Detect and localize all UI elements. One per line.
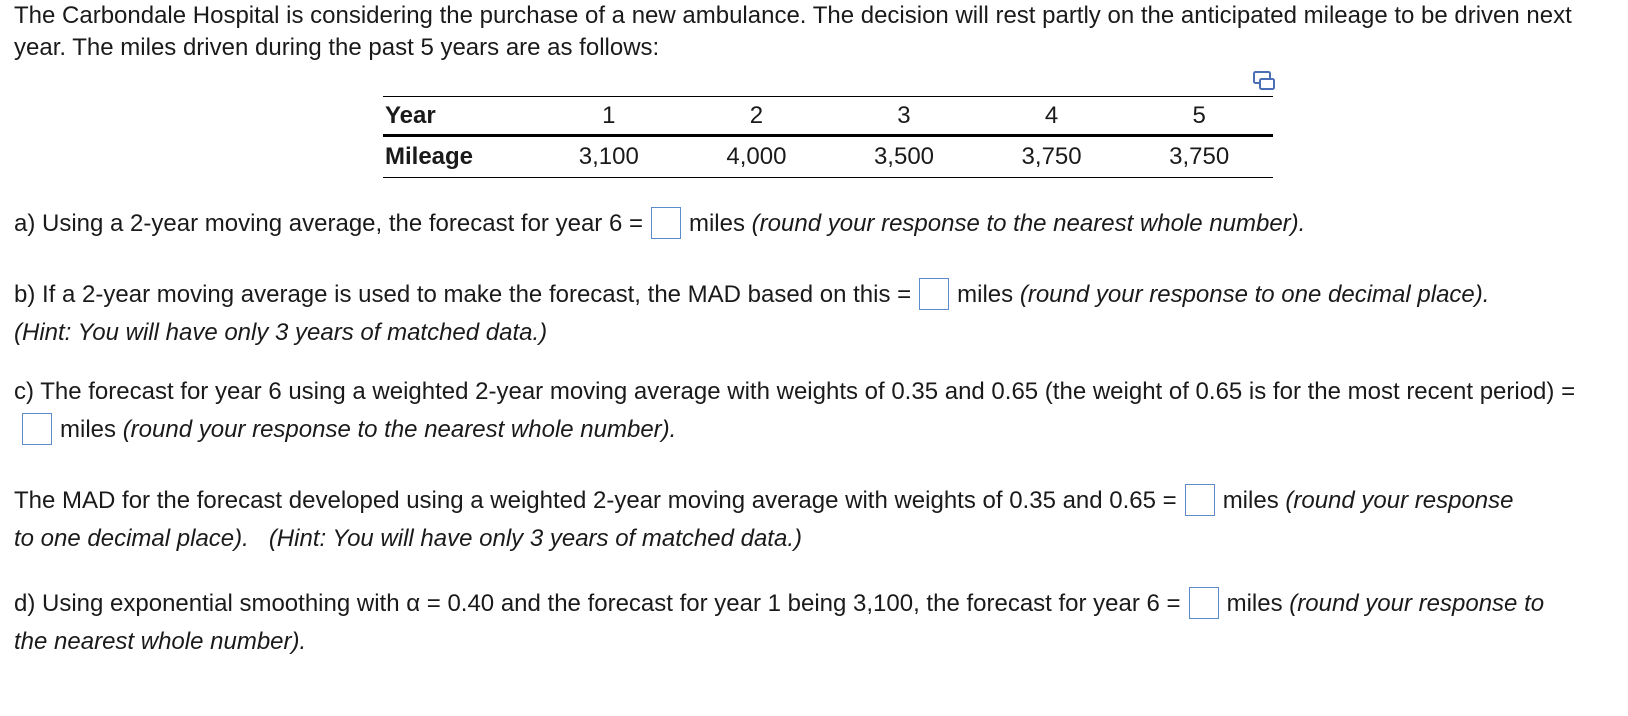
answer-a-box[interactable] bbox=[651, 207, 681, 239]
question-b bbox=[14, 276, 1624, 352]
row-label-mileage: Mileage bbox=[383, 136, 535, 178]
question-b-hint: (Hint: You will have only 3 years of matched data.) bbox=[14, 319, 548, 346]
question-b-text: b) If a 2-year moving average is used to make the forecast, the MAD based on this = bbox=[14, 281, 912, 308]
mileage-table bbox=[383, 96, 1273, 178]
table-row-year bbox=[383, 97, 1273, 136]
question-c-mad-note: (round your response to one decimal place). bbox=[14, 487, 1514, 552]
answer-c-mad-input[interactable] bbox=[1186, 490, 1214, 520]
answer-b-input[interactable] bbox=[920, 284, 948, 314]
answer-c-input[interactable] bbox=[23, 419, 51, 449]
question-c-unit: miles bbox=[60, 416, 117, 443]
question-c-mad-hint: (Hint: You will have only 3 years of matched data.) bbox=[268, 525, 802, 552]
mileage-cell: 4,000 bbox=[683, 136, 831, 178]
answer-c-mad-box[interactable] bbox=[1185, 484, 1215, 516]
year-cell: 1 bbox=[535, 97, 683, 136]
question-b-unit: miles bbox=[957, 281, 1014, 308]
question-c-mad-text: The MAD for the forecast developed using a weighted 2-year moving average with weights of 0.35 and 0.65 = bbox=[14, 487, 1177, 514]
question-b-note: (round your response to one decimal place). bbox=[1019, 281, 1490, 308]
question-c-note: (round your response to the nearest whole number). bbox=[122, 416, 677, 443]
copy-table-icon[interactable] bbox=[1252, 70, 1276, 92]
answer-b-box[interactable] bbox=[919, 278, 949, 310]
question-c bbox=[14, 373, 1604, 449]
answer-d-input[interactable] bbox=[1190, 593, 1218, 623]
question-a-note: (round your response to the nearest whole number). bbox=[751, 210, 1306, 237]
mileage-table-wrap bbox=[383, 96, 1273, 178]
year-cell: 5 bbox=[1125, 97, 1273, 136]
question-a bbox=[14, 205, 1624, 243]
question-c-mad-unit: miles bbox=[1222, 487, 1279, 514]
question-c-mad bbox=[14, 482, 1539, 558]
year-cell: 4 bbox=[978, 97, 1126, 136]
answer-c-box[interactable] bbox=[22, 413, 52, 445]
question-d-note: (round your response to the nearest whole number). bbox=[14, 590, 1545, 655]
row-label-year: Year bbox=[383, 97, 535, 136]
mileage-cell: 3,750 bbox=[978, 136, 1126, 178]
question-d-text: d) Using exponential smoothing with α = 0.40 and the forecast for year 1 being 3,100, the forecast for year 6 = bbox=[14, 590, 1181, 617]
question-d-unit: miles bbox=[1226, 590, 1283, 617]
answer-d-box[interactable] bbox=[1189, 587, 1219, 619]
mileage-cell: 3,750 bbox=[1125, 136, 1273, 178]
question-c-text: c) The forecast for year 6 using a weighted 2-year moving average with weights of 0.35 and 0.65 (the weight of 0.65 is for the most recent period) = bbox=[14, 378, 1576, 405]
question-a-unit: miles bbox=[688, 210, 745, 237]
year-cell: 3 bbox=[830, 97, 978, 136]
answer-a-input[interactable] bbox=[652, 213, 680, 243]
mileage-cell: 3,500 bbox=[830, 136, 978, 178]
question-d bbox=[14, 585, 1549, 661]
question-a-text: a) Using a 2-year moving average, the forecast for year 6 = bbox=[14, 210, 643, 237]
problem-intro: The Carbondale Hospital is considering the purchase of a new ambulance. The decision will rest partly on the anticipated mileage to be driven next year. The miles driven during the past 5 years are as follows: bbox=[14, 2, 1572, 61]
year-cell: 2 bbox=[683, 97, 831, 136]
mileage-cell: 3,100 bbox=[535, 136, 683, 178]
table-row-mileage bbox=[383, 136, 1273, 178]
